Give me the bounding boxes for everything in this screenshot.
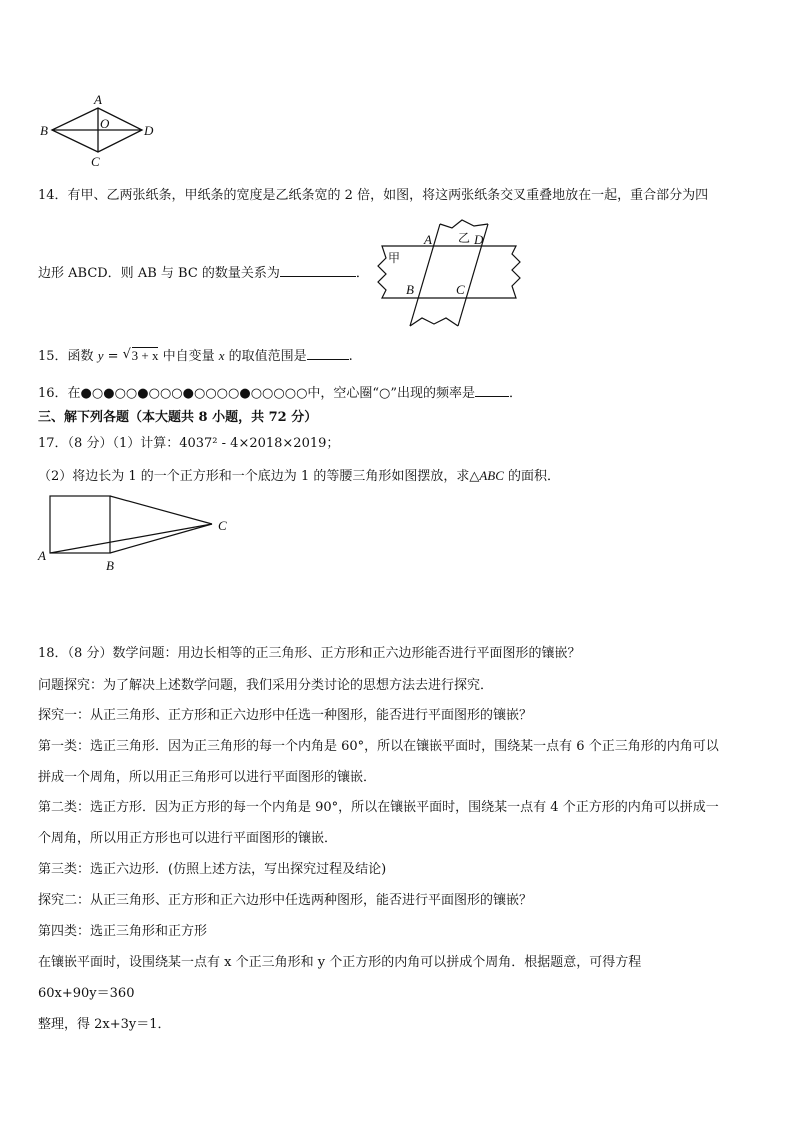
q18-line-12: 60x+90y＝360	[38, 986, 135, 1001]
q14-end: ．	[355, 266, 369, 281]
strips-label-c: C	[456, 282, 465, 297]
q15-eq: =	[103, 349, 123, 364]
sq-label-a: A	[38, 548, 46, 563]
q15-prefix: 15．函数	[38, 349, 98, 364]
q17-part2-a: （2）将边长为 1 的一个正方形和一个底边为 1 的等腰三角形如图摆放，求△	[38, 469, 480, 484]
q17-abc: ABC	[479, 468, 504, 483]
q18-line-7: 个周角，所以用正方形也可以进行平面图形的镶嵌．	[38, 831, 338, 846]
rhombus-label-b: B	[40, 123, 48, 138]
strips-label-b: B	[406, 282, 414, 297]
q16-answer-blank[interactable]	[475, 384, 509, 397]
square-triangle-figure	[34, 490, 234, 574]
q18-line-4: 第一类：选正三角形．因为正三角形的每一个内角是 60°，所以在镶嵌平面时，围绕某一点有 6 个正三角形的内角可以	[38, 739, 719, 754]
q17-part2-b: 的面积．	[503, 469, 561, 484]
strips-label-yi: 乙	[458, 231, 471, 245]
q14-line2	[38, 264, 369, 284]
q16-line	[38, 384, 522, 404]
q15-sqrt	[123, 346, 159, 367]
q15-answer-blank[interactable]	[307, 347, 349, 360]
q16-text: 16．在●○●○○●○○○●○○○○●○○○○○中，空心圈“○”出现的频率是	[38, 386, 476, 401]
q18-line-6: 第二类：选正方形．因为正方形的每一个内角是 90°，所以在镶嵌平面时，围绕某一点有 4 个正方形的内角可以拼成一	[38, 800, 719, 815]
rhombus-figure	[36, 90, 166, 172]
q14-answer-blank[interactable]	[280, 264, 356, 277]
q15-middle: 中自变量	[158, 349, 219, 364]
q18-line-10: 第四类：选正三角形和正方形	[38, 924, 208, 939]
sq-label-c: C	[218, 518, 227, 533]
rhombus-label-d: D	[144, 123, 154, 138]
paper-strips-figure	[374, 214, 530, 332]
q18-line-5: 拼成一个周角，所以用正三角形可以进行平面图形的镶嵌．	[38, 770, 377, 785]
strips-label-a: A	[424, 232, 432, 247]
q18-line-2: 问题探究：为了解决上述数学问题，我们采用分类讨论的思想方法去进行探究．	[38, 678, 494, 693]
rhombus-label-o: O	[100, 116, 110, 131]
q18-line-9: 探究二：从正三角形、正方形和正六边形中任选两种图形，能否进行平面图形的镶嵌？	[38, 893, 533, 908]
q17-part2	[38, 466, 560, 487]
q18-line-1: 18．（8 分）数学问题：用边长相等的正三角形、正方形和正六边形能否进行平面图形的镶嵌？	[38, 646, 581, 661]
rhombus-label-c: C	[91, 154, 100, 169]
q15-x: x	[218, 348, 225, 363]
q15-end: .	[348, 349, 353, 364]
q15-y: y	[97, 348, 104, 363]
sq-label-b: B	[106, 558, 114, 573]
q16-end: ．	[509, 386, 523, 401]
q15-line	[38, 346, 353, 367]
q18-line-11: 在镶嵌平面时，设围绕某一点有 x 个正三角形和 y 个正方形的内角可以拼成个周角．根据题意，可得方程	[38, 955, 642, 970]
q15-suffix: 的取值范围是	[224, 349, 307, 364]
q18-line-8: 第三类：选正六边形．(仿照上述方法，写出探究过程及结论)	[38, 862, 387, 877]
q14-text: 边形 ABCD．则 AB 与 BC 的数量关系为	[38, 266, 280, 281]
sqrt-symbol: √	[122, 347, 131, 362]
section-3-title: 三、解下列各题（本大题共 8 小题，共 72 分）	[38, 410, 318, 425]
strips-label-jia: 甲	[388, 251, 401, 265]
q18-line-3: 探究一：从正三角形、正方形和正六边形中任选一种图形，能否进行平面图形的镶嵌？	[38, 708, 533, 723]
q17-part1: 17．（8 分）（1）计算：4037² - 4×2018×2019；	[38, 436, 340, 451]
q15-radicand: 3 + x	[131, 348, 159, 363]
strips-label-d: D	[474, 232, 484, 247]
rhombus-label-a: A	[94, 92, 102, 107]
q14-line1: 14．有甲、乙两张纸条，甲纸条的宽度是乙纸条宽的 2 倍，如图，将这两张纸条交叉重叠地放在一起，重合部分为四	[38, 188, 709, 203]
q18-line-13: 整理，得 2x+3y＝1．	[38, 1017, 171, 1032]
